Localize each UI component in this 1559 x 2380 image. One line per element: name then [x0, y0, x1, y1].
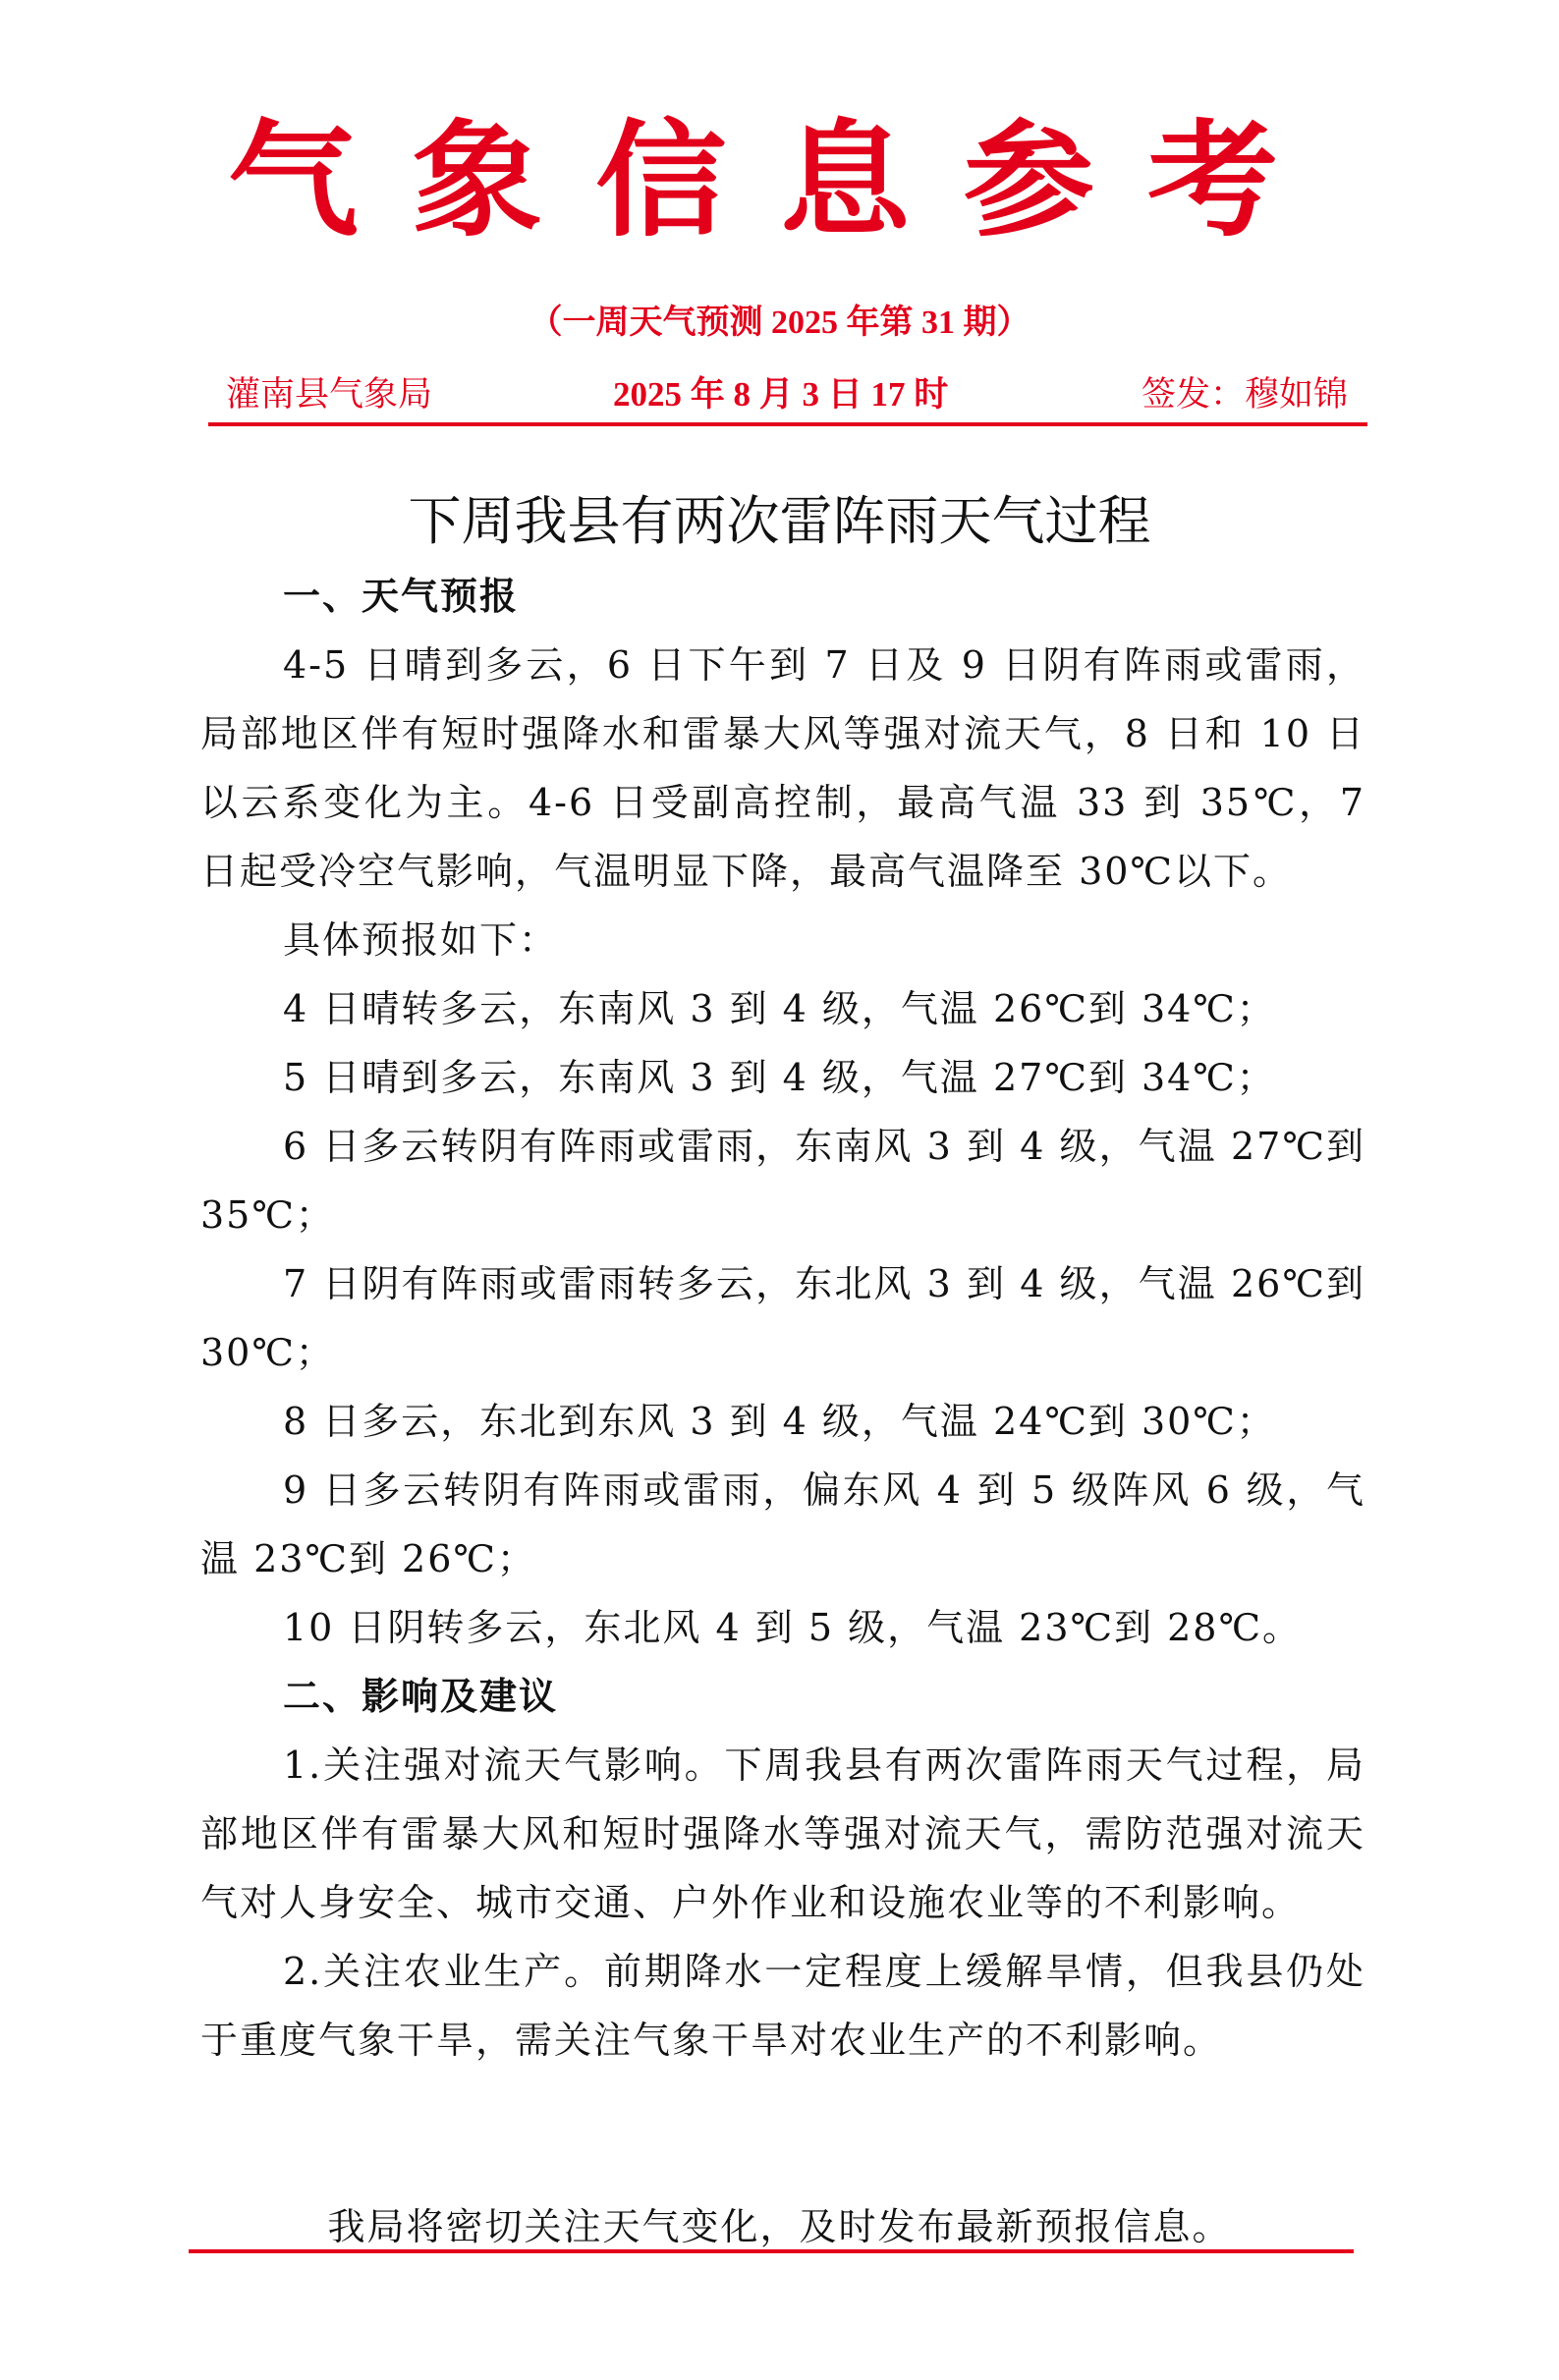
forecast-detail-intro: 具体预报如下：: [283, 918, 559, 962]
section-heading-forecast: 一、天气预报: [283, 575, 520, 618]
signer: 签发：穆如锦: [1141, 375, 1348, 414]
daily-forecast-day6: 6 日多云转阴有阵雨或雷雨，东南风 3 到 4 级，气温 27℃到 35℃；: [200, 1125, 1365, 1237]
daily-forecast-day7: 7 日阴有阵雨或雷雨转多云，东北风 3 到 4 级，气温 26℃到 30℃；: [200, 1262, 1365, 1374]
daily-forecast-day8: 8 日多云，东北到东风 3 到 4 级，气温 24℃到 30℃；: [283, 1400, 1276, 1443]
section-heading-impact: 二、影响及建议: [283, 1675, 559, 1718]
document-body: [200, 562, 1365, 2075]
issue-date: 2025 年 8 月 3 日 17 时: [613, 375, 949, 414]
header-divider: [208, 422, 1367, 426]
advice-item-2: 2.关注农业生产。前期降水一定程度上缓解旱情，但我县仍处于重度气象干旱，需关注气象干旱对农业生产的不利影响。: [200, 1950, 1365, 2062]
footer-divider: [189, 2249, 1354, 2253]
masthead-title: 气象信息参考: [227, 108, 1332, 254]
daily-forecast-day9: 9 日多云转阴有阵雨或雷雨，偏东风 4 到 5 级阵风 6 级，气温 23℃到 26℃；: [200, 1468, 1365, 1580]
daily-forecast-day4: 4 日晴转多云，东南风 3 到 4 级，气温 26℃到 34℃；: [283, 987, 1276, 1030]
daily-forecast-day10: 10 日阴转多云，东北风 4 到 5 级，气温 23℃到 28℃。: [283, 1606, 1302, 1649]
header-meta-row: [208, 367, 1348, 413]
issuing-organization: 灌南县气象局: [226, 375, 433, 414]
document-title: 下周我县有两次雷阵雨天气过程: [408, 490, 1151, 552]
issue-number: （一周天气预测 2025 年第 31 期）: [529, 304, 1030, 341]
forecast-summary: 4-5 日晴到多云，6 日下午到 7 日及 9 日阴有阵雨或雷雨，局部地区伴有短时强降水和雷暴大风等强对流天气，8 日和 10 日以云系变化为主。4-6 日受副高控制，最高气温 33 到 35℃，7 日起受冷空气影响，气温明显下降，最高气温降至 30℃以下。: [200, 643, 1365, 893]
daily-forecast-day5: 5 日晴到多云，东南风 3 到 4 级，气温 27℃到 34℃；: [283, 1056, 1276, 1099]
closing-statement: 我局将密切关注天气变化，及时发布最新预报信息。: [327, 2205, 1232, 2248]
advice-item-1: 1.关注强对流天气影响。下周我县有两次雷阵雨天气过程，局部地区伴有雷暴大风和短时强降水等强对流天气，需防范强对流天气对人身安全、城市交通、户外作业和设施农业等的不利影响。: [200, 1743, 1365, 1924]
